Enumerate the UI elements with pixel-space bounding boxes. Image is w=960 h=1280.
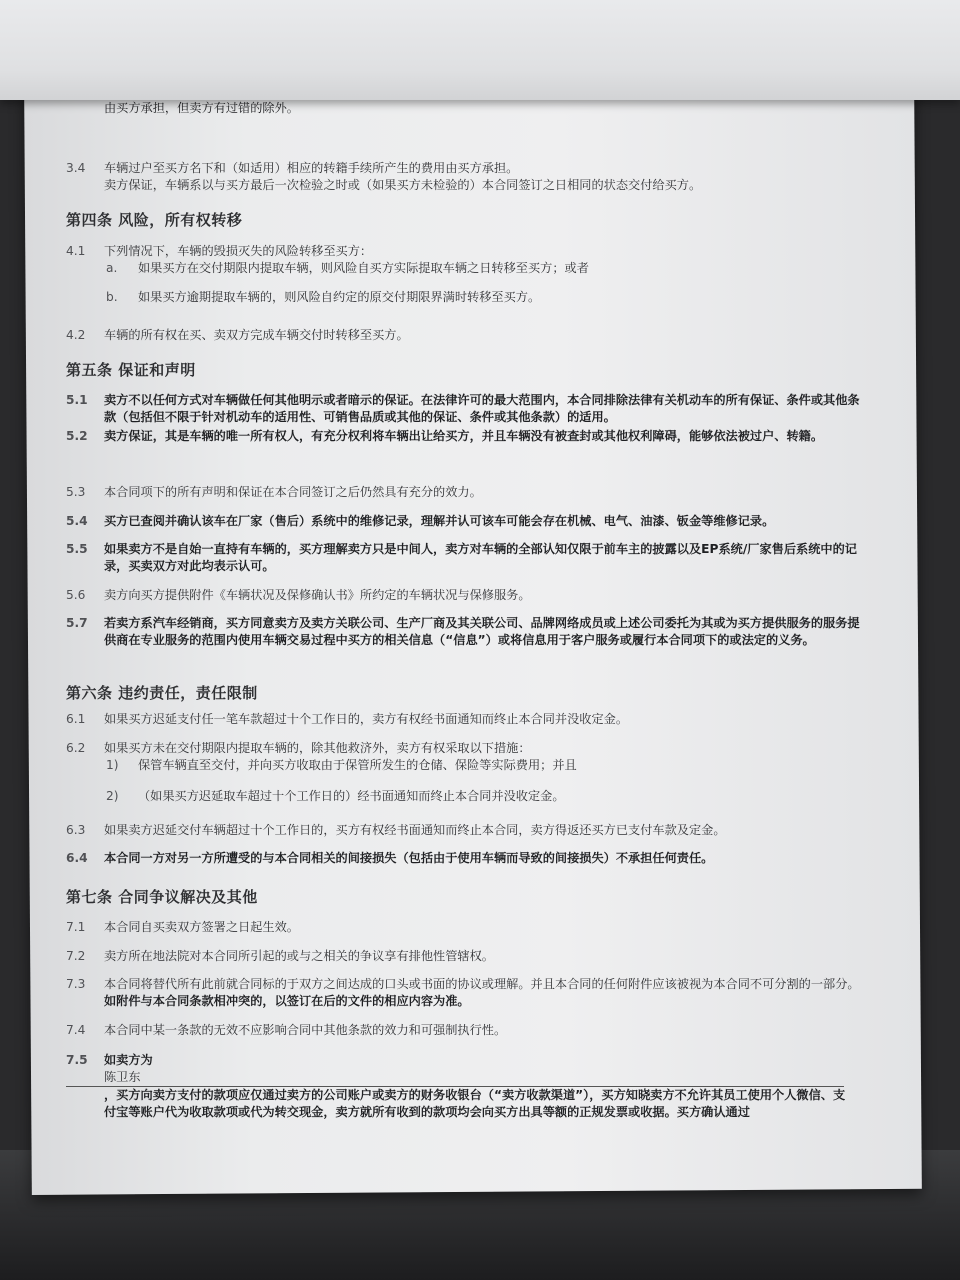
clause-6-2-2-text: （如果买方迟延取车超过十个工作日的）经书面通知而终止本合同并没收定金。 [138, 789, 565, 803]
clause-5-5-text: 如果卖方不是自始一直持有车辆的，买方理解卖方只是中间人，卖方对车辆的全部认知仅限于前车主的披露以及EP系统/厂家售后系统中的记录，买卖双方对此均表示认可。 [104, 542, 857, 573]
clause-7-4-text: 本合同中某一条款的无效不应影响合同中其他条款的效力和可强制执行性。 [104, 1023, 507, 1037]
section-heading-4: 第四条 风险，所有权转移 [66, 211, 243, 229]
clause-number: 3.4 [66, 161, 86, 175]
sub-label: a. [106, 261, 118, 275]
clause-3-4-text-2: 卖方保证，车辆系以与买方最后一次检验之时或（如果买方未检验的）本合同签订之日相同的状态交付给买方。 [104, 178, 702, 192]
clause-number: 4.2 [66, 328, 86, 342]
clause-7-5-label: 如卖方为 [104, 1053, 153, 1067]
clause-number: 7.3 [66, 977, 86, 991]
clause-5-3-text: 本合同项下的所有声明和保证在本合同签订之后仍然具有充分的效力。 [104, 485, 482, 499]
clause-number: 5.6 [66, 588, 86, 602]
clause-number: 5.3 [66, 485, 86, 499]
clause-number: 7.5 [66, 1053, 88, 1067]
section-heading-5: 第五条 保证和声明 [66, 361, 196, 379]
clause-number: 6.1 [66, 712, 86, 726]
clause-5-4-text: 买方已查阅并确认该车在厂家（售后）系统中的维修记录，理解并认可该车可能会存在机械、电气、油漆、钣金等维修记录。 [104, 514, 775, 528]
clause-number: 5.1 [66, 393, 88, 407]
clause-number: 5.2 [66, 429, 88, 443]
clause-7-5-text: ，买方向卖方支付的款项应仅通过卖方的公司账户或卖方的财务收银台（“卖方收款渠道”），买方知晓卖方不允许其员工使用个人微信、支付宝等账户代为收取款项或代为转交现金，卖方就所有收到的款项均会向买方出具等额的正规发票或收据。买方确认通过 [104, 1088, 846, 1119]
clause-number: 7.2 [66, 949, 86, 963]
seller-name: 陈卫东 [104, 1070, 141, 1084]
clause-7-3-bold-text: 如附件与本合同条款相冲突的，以签订在后的文件的相应内容为准。 [104, 994, 470, 1008]
clause-6-2-text: 如果买方未在交付期限内提取车辆的，除其他救济外，卖方有权采取以下措施： [104, 741, 531, 755]
clause-6-3-text: 如果卖方迟延交付车辆超过十个工作日的，买方有权经书面通知而终止本合同，卖方得返还买方已支付车款及定金。 [104, 823, 726, 837]
intro-text: 由买方承担，但卖方有过错的除外。 [104, 101, 299, 115]
clause-number: 5.5 [66, 542, 88, 556]
clause-6-2-1-text: 保管车辆直至交付，并向买方收取由于保管所发生的仓储、保险等实际费用；并且 [138, 758, 577, 772]
clause-6-1-text: 如果买方迟延支付任一笔车款超过十个工作日的，卖方有权经书面通知而终止本合同并没收定金。 [104, 712, 629, 726]
section-heading-6: 第六条 违约责任，责任限制 [66, 684, 258, 702]
clause-7-2-text: 卖方所在地法院对本合同所引起的或与之相关的争议享有排他性管辖权。 [104, 949, 494, 963]
clause-5-6-text: 卖方向买方提供附件《车辆状况及保修确认书》所约定的车辆状况与保修服务。 [104, 588, 531, 602]
clause-number: 7.4 [66, 1023, 86, 1037]
clause-number: 5.4 [66, 514, 88, 528]
clause-5-1-text: 卖方不以任何方式对车辆做任何其他明示或者暗示的保证。在法律许可的最大范围内，本合同排除法律有关机动车的所有保证、条件或其他条款（包括但不限于针对机动车的适用性、可销售品质或其他的保证、条件或其他条款）的适用。 [104, 393, 860, 424]
clause-4-1-b-text: 如果买方逾期提取车辆的，则风险自约定的原交付期限界满时转移至买方。 [138, 290, 541, 304]
sub-label: b. [106, 290, 118, 304]
clause-7-1-text: 本合同自买卖双方签署之日起生效。 [104, 920, 299, 934]
clause-number: 7.1 [66, 920, 86, 934]
clause-number: 6.3 [66, 823, 86, 837]
clause-number: 5.7 [66, 616, 88, 630]
clause-6-4-text: 本合同一方对另一方所遭受的与本合同相关的间接损失（包括由于使用车辆而导致的间接损失）不承担任何责任。 [104, 851, 714, 865]
overlapping-page [0, 0, 960, 100]
clause-number: 6.4 [66, 851, 88, 865]
clause-7-3-text: 本合同将替代所有此前就合同标的于双方之间达成的口头或书面的协议或理解。并且本合同的任何附件应该被视为本合同不可分割的一部分。 [104, 977, 860, 991]
clause-5-7-text: 若卖方系汽车经销商，买方同意卖方及卖方关联公司、生产厂商及其关联公司、品牌网络成员或上述公司委托为其或为买方提供服务的服务提供商在专业服务的范围内使用车辆交易过程中买方的相关信息（“信息”）或将信息用于客户服务或履行本合同项下的或法定的义务。 [104, 616, 860, 647]
clause-number: 6.2 [66, 741, 86, 755]
clause-4-1-a-text: 如果买方在交付期限内提取车辆，则风险自买方实际提取车辆之日转移至买方；或者 [138, 261, 589, 275]
sub-label: 2) [106, 789, 119, 803]
clause-3-4-text: 车辆过户至买方名下和（如适用）相应的转籍手续所产生的费用由买方承担。 [104, 161, 519, 175]
sub-label: 1) [106, 758, 119, 772]
clause-4-1-text: 下列情况下，车辆的毁损灭失的风险转移至买方： [104, 244, 373, 258]
clause-number: 4.1 [66, 244, 86, 258]
clause-5-2-text: 卖方保证，其是车辆的唯一所有权人，有充分权利将车辆出让给买方，并且车辆没有被查封或其他权利障碍，能够依法被过户、转籍。 [104, 429, 824, 443]
clause-4-2-text: 车辆的所有权在买、卖双方完成车辆交付时转移至买方。 [104, 328, 409, 342]
section-heading-7: 第七条 合同争议解决及其他 [66, 888, 258, 906]
